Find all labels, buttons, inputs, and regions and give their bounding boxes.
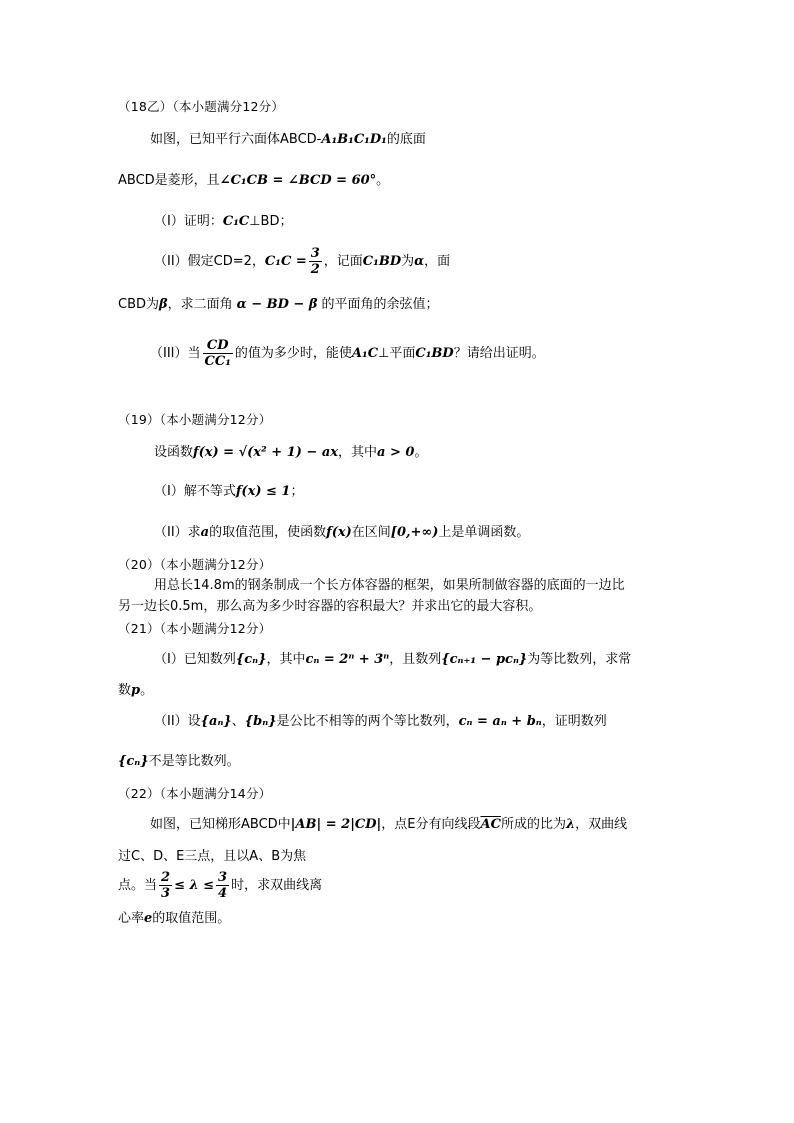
q22-line3 xyxy=(118,868,322,904)
q18-line1-text-end: 的底面 xyxy=(386,132,426,147)
q18-part2-math: C₁C = xyxy=(264,254,307,269)
q18-part3-mid2: ⊥平面 xyxy=(378,346,416,361)
q22-line3-pre: 点。当 xyxy=(118,878,158,893)
q22-line4-end: 的取值范围。 xyxy=(152,911,231,926)
q19-condition: a > 0 xyxy=(377,445,415,460)
q18-part2-end: ，面 xyxy=(424,254,451,269)
q21-part2-label: （II）设 xyxy=(154,714,201,729)
q22-vector-ac: $\overline{AC}$ xyxy=(480,817,501,832)
q18-part3-end: ？请给出证明。 xyxy=(453,346,545,361)
q18-part2-line2-mid: ，求二面角 xyxy=(167,297,233,312)
q18-fraction-cd-den: CC₁ xyxy=(204,354,231,369)
q18-line2 xyxy=(118,172,389,190)
q18-part2-line2-end: 的平面角的余弦值； xyxy=(321,297,439,312)
q22-header: （22）（本小题满分14分） xyxy=(118,786,272,801)
q18-part2-plane: C₁BD xyxy=(362,254,402,269)
q22-line4 xyxy=(118,910,230,928)
q22-line1 xyxy=(150,816,627,834)
q18-alpha: α xyxy=(414,254,425,269)
q21-part2-line2-end: 不是等比数列。 xyxy=(148,754,240,769)
q19-part2-mid2: 在区间 xyxy=(351,525,391,540)
q21-formula-c: cₙ = 2ⁿ + 3ⁿ xyxy=(305,652,390,667)
q19-part2 xyxy=(154,524,529,542)
q22-eccentricity: e xyxy=(144,911,153,926)
q22-frac2-num: 3 xyxy=(218,870,228,885)
q22-inequality: ≤ λ ≤ xyxy=(174,878,215,893)
q18-line1-text: 如图，已知平行六面体ABCD- xyxy=(150,132,322,147)
q21-part1-mid: ，其中 xyxy=(266,652,306,667)
q21-part1-line2 xyxy=(118,682,153,700)
q19-line1-mid: ，其中 xyxy=(338,445,378,460)
q19-part2-end: 上是单调函数。 xyxy=(438,525,530,540)
q22-fraction-3-4 xyxy=(216,870,229,901)
q21-seq-b: {bₙ} xyxy=(244,714,277,729)
q22-line1-mid2: 所成的比为 xyxy=(500,817,566,832)
q18-part1-end: ⊥BD； xyxy=(249,214,293,229)
q18-part2-line2 xyxy=(118,296,438,314)
q21-seq-a: {aₙ} xyxy=(200,714,232,729)
q18-line2-text: ABCD是菱形，且 xyxy=(118,173,220,188)
q21-part1-end: 为等比数列，求常 xyxy=(527,652,632,667)
q21-part2 xyxy=(154,713,607,731)
q19-param-a: a xyxy=(200,525,210,540)
q22-line2: 过C、D、E三点，且以A、B为焦 xyxy=(118,849,307,864)
q20-line1: 用总长14.8m的钢条制成一个长方体容器的框架，如果所制做容器的底面的一边比 xyxy=(154,578,625,593)
q22-line4-pre: 心率 xyxy=(118,911,145,926)
q18-dihedral-angle: α − BD − β xyxy=(236,297,318,312)
q18-header: （18乙）（本小题满分12分） xyxy=(118,99,285,114)
q19-header: （19）（本小题满分12分） xyxy=(118,412,272,427)
q19-function-def: f(x) = √(x² + 1) − ax xyxy=(193,445,339,460)
q18-part1-label: （I）证明： xyxy=(154,214,223,229)
q18-fraction-den: 2 xyxy=(310,262,320,277)
q19-line1-pre: 设函数 xyxy=(154,445,194,460)
q19-part1-end: ； xyxy=(290,484,304,499)
q21-formula-sum: cₙ = aₙ + bₙ xyxy=(458,714,542,729)
q19-part2-label: （II）求 xyxy=(154,525,201,540)
q22-line1-pre: 如图，已知梯形ABCD中 xyxy=(150,817,291,832)
q19-line1-end: 。 xyxy=(414,445,428,460)
q18-part2-mid2: 为 xyxy=(401,254,415,269)
q21-seq-c: {cₙ} xyxy=(235,652,267,667)
q18-part2-label: （II）假定CD=2， xyxy=(154,254,265,269)
q18-part3 xyxy=(150,336,545,372)
q21-part1-mid2: ，且数列 xyxy=(389,652,442,667)
q18-part2 xyxy=(154,245,450,279)
q18-part3-mid: 的值为多少时，能使 xyxy=(234,346,352,361)
q19-part1-label: （I）解不等式 xyxy=(154,484,236,499)
q18-angle-condition: ∠C₁CB = ∠BCD = 60° xyxy=(219,173,377,188)
q19-part1 xyxy=(154,483,304,501)
q18-fraction-cd-num: CD xyxy=(203,338,233,354)
q18-fraction-3-2 xyxy=(309,246,322,277)
q19-interval: [0,+∞) xyxy=(390,525,439,540)
q18-part2-mid: ，记面 xyxy=(323,254,363,269)
q18-part1-math: C₁C xyxy=(222,214,250,229)
q22-line1-end: ，双曲线 xyxy=(575,817,628,832)
q21-part2-line2 xyxy=(118,753,240,771)
q20-header: （20）（本小题满分12分） xyxy=(118,557,272,572)
q19-inequality: f(x) ≤ 1 xyxy=(235,484,291,499)
q22-line3-end: 时，求双曲线离 xyxy=(231,878,323,893)
q18-part3-label: （III）当 xyxy=(150,346,201,361)
q21-part1-label: （I）已知数列 xyxy=(154,652,236,667)
q18-line1 xyxy=(150,131,426,149)
q21-part1-line2-pre: 数 xyxy=(118,683,132,698)
q22-lambda: λ xyxy=(565,817,576,832)
q22-frac2-den: 4 xyxy=(218,886,228,901)
q18-beta: β xyxy=(159,297,168,312)
q18-line2-end: 。 xyxy=(376,173,390,188)
q22-frac1-num: 2 xyxy=(161,870,171,885)
q19-function: f(x) xyxy=(326,525,352,540)
q18-fraction-cd-cc1 xyxy=(203,338,233,369)
q18-part2-line2-pre: CBD为 xyxy=(118,297,160,312)
q22-frac1-den: 3 xyxy=(161,886,171,901)
q21-seq-ratio: {cₙ₊₁ − pcₙ} xyxy=(441,652,528,667)
q20-line2: 另一边长0.5m，那么高为多少时容器的容积最大？并求出它的最大容积。 xyxy=(118,599,542,614)
q19-part2-mid: 的取值范围，使函数 xyxy=(209,525,327,540)
q21-header: （21）（本小题满分12分） xyxy=(118,621,272,636)
q18-prism-top-face: A₁B₁C₁D₁ xyxy=(321,132,387,147)
q21-part1-line2-end: 。 xyxy=(140,683,154,698)
q21-part2-mid: 是公比不相等的两个等比数列， xyxy=(276,714,459,729)
q18-part3-line: A₁C xyxy=(351,346,379,361)
q22-fraction-2-3 xyxy=(159,870,172,901)
q21-seq-c-2: {cₙ} xyxy=(118,754,149,769)
q19-line1 xyxy=(154,444,427,462)
q22-line1-mid: ，点E分有向线段 xyxy=(381,817,481,832)
q18-part3-plane: C₁BD xyxy=(415,346,454,361)
q21-part2-sep: 、 xyxy=(231,714,245,729)
q21-const-p: p xyxy=(131,683,141,698)
q21-part1 xyxy=(154,651,631,669)
q22-length-relation: |AB| = 2|CD| xyxy=(290,817,382,832)
q18-part1 xyxy=(154,213,293,231)
q18-fraction-num: 3 xyxy=(310,246,320,261)
q21-part2-end: ，证明数列 xyxy=(541,714,607,729)
